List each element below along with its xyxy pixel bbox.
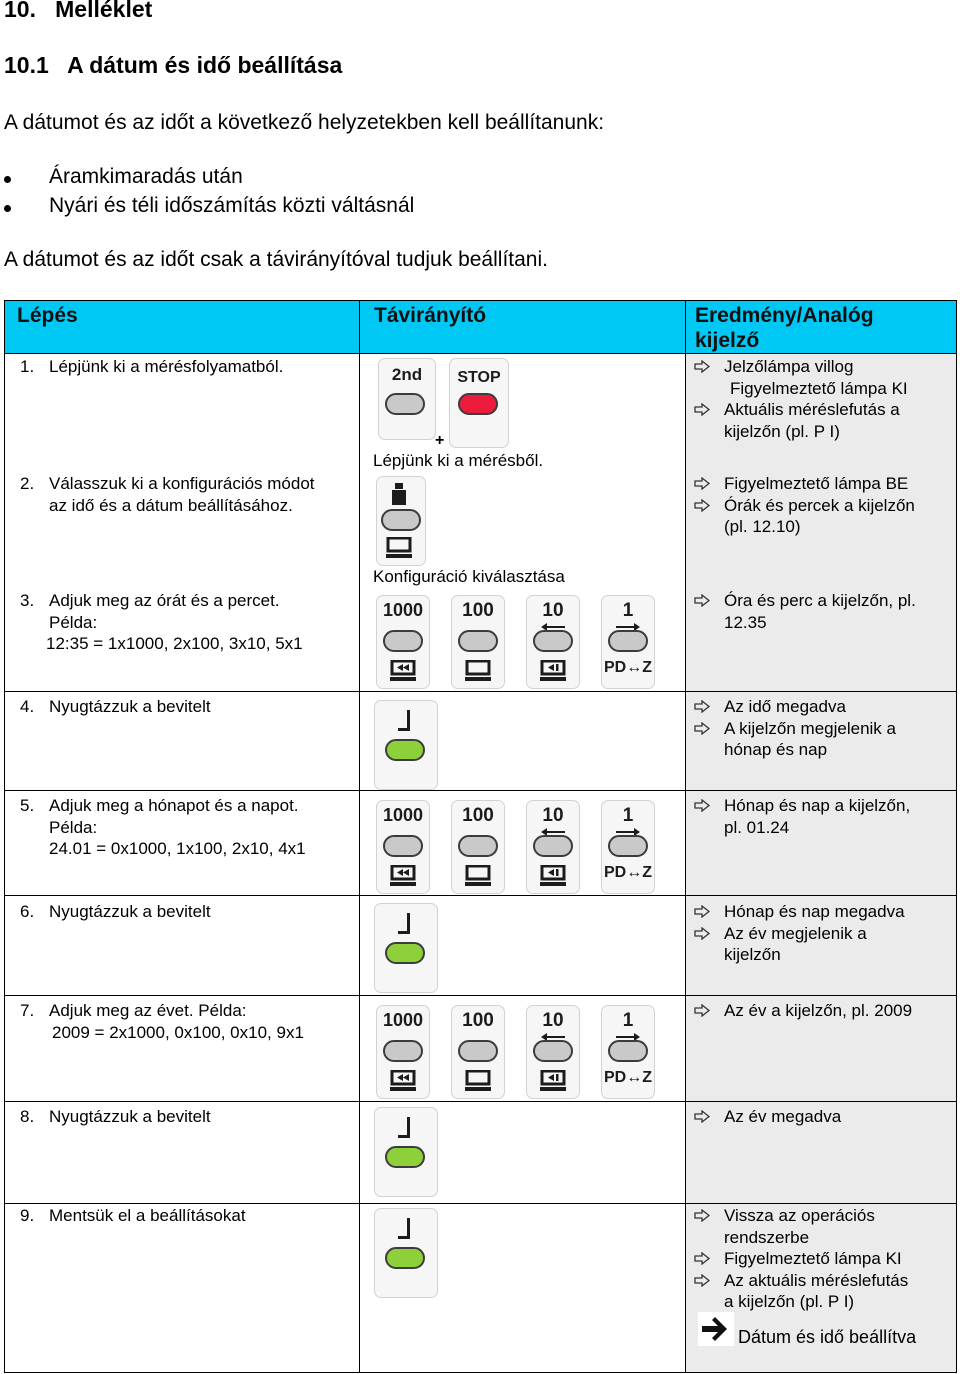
results-row-6: Hónap és nap megadva Az év megjelenik a kijelzőn (694, 901, 905, 966)
key-10[interactable]: 10 (526, 800, 580, 894)
enter-key-icon (395, 709, 415, 735)
plus-sign: + (435, 432, 445, 449)
step-6: 6. Nyugtázzuk a bevitelt (20, 902, 211, 921)
hollow-arrow-icon (694, 360, 710, 373)
intro-text: A dátumot és az időt a következő helyzetekben kell beállítanunk: (4, 111, 605, 134)
results-row-4: Az idő megadva A kijelzőn megjelenik a hónap és nap (694, 696, 896, 761)
hollow-arrow-icon (694, 1004, 710, 1017)
step-back-key-icon (540, 865, 568, 887)
final-result-text: Dátum és idő beállítva (738, 1327, 917, 1347)
rewind-key-icon (390, 660, 418, 682)
key-grey (533, 835, 573, 857)
enter-key-icon (395, 912, 415, 938)
solid-arrow-icon (698, 1312, 734, 1346)
key-100[interactable]: 100 (451, 595, 505, 689)
hollow-arrow-icon (694, 1252, 710, 1265)
key-10[interactable]: 10 (526, 595, 580, 689)
config-key-icon (392, 483, 408, 505)
enter-key[interactable] (374, 903, 438, 993)
rewind-key-icon (390, 1070, 418, 1092)
step-back-key-icon (540, 1070, 568, 1092)
caption-step-2: Konfiguráció kiválasztása (373, 567, 565, 586)
key-grey (533, 630, 573, 652)
header-step: Lépés (17, 304, 78, 327)
hollow-arrow-icon (694, 1110, 710, 1123)
enter-key-icon (395, 1116, 415, 1142)
key-grey (533, 1040, 573, 1062)
step-7: 7. Adjuk meg az évet. Példa: 2009 = 2x1000, 0x100, 0x10, 9x1 (20, 1001, 304, 1042)
second-function-key[interactable]: 2nd (378, 358, 436, 440)
step-4: 4. Nyugtázzuk a bevitelt (20, 697, 211, 716)
key-grey (383, 630, 423, 652)
step-3: 3. Adjuk meg az órát és a percet. Példa: 12:35 = 1x1000, 2x100, 3x10, 5x1 (20, 591, 303, 653)
step-back-key-icon (540, 660, 568, 682)
row-divider (5, 995, 956, 996)
hollow-arrow-icon (694, 905, 710, 918)
screen-icon (465, 660, 493, 682)
row-divider (5, 1203, 956, 1204)
header-remote: Távirányító (374, 304, 487, 327)
key-grey (458, 630, 498, 652)
hollow-arrow-icon (694, 799, 710, 812)
enter-key-icon (395, 1217, 415, 1243)
hollow-arrow-icon (694, 403, 710, 416)
hollow-arrow-icon (694, 1274, 710, 1287)
key-grey (458, 1040, 498, 1062)
hollow-arrow-icon (694, 722, 710, 735)
key-green (385, 739, 425, 761)
row-divider (5, 691, 956, 692)
table-header (5, 301, 956, 354)
hollow-arrow-icon (694, 927, 710, 940)
key-1[interactable]: 1 PD↔Z (601, 1005, 655, 1099)
key-grey (383, 835, 423, 857)
hollow-arrow-icon (694, 499, 710, 512)
bullet-icon (4, 205, 11, 212)
key-10[interactable]: 10 (526, 1005, 580, 1099)
rewind-key-icon (390, 865, 418, 887)
row-divider (5, 895, 956, 896)
key-grey (381, 509, 421, 531)
step-2: 2. Válasszuk ki a konfigurációs módot az idő és a dátum beállításához. (20, 474, 315, 515)
results-row-1: Jelzőlámpa villog Figyelmeztető lámpa KI Aktuális méréslefutás a kijelzőn (pl. P I) (694, 356, 908, 442)
key-1000[interactable]: 1000 (376, 800, 430, 894)
header-result: Eredmény/Analóg kijelző (695, 304, 874, 352)
key-grey (385, 393, 425, 415)
results-row-5: Hónap és nap a kijelzőn, pl. 01.24 (694, 795, 910, 838)
config-key[interactable] (376, 476, 426, 566)
screen-icon (465, 1070, 493, 1092)
row-divider (5, 1101, 956, 1102)
key-1000[interactable]: 1000 (376, 1005, 430, 1099)
step-1: 1. Lépjünk ki a mérésfolyamatból. (20, 357, 284, 376)
results-row-3: Óra és perc a kijelzőn, pl. 12.35 (694, 590, 916, 633)
key-green (385, 942, 425, 964)
results-row-8: Az év megadva (694, 1106, 841, 1128)
step-8: 8. Nyugtázzuk a bevitelt (20, 1107, 211, 1126)
key-grey (608, 835, 648, 857)
key-100[interactable]: 100 (451, 800, 505, 894)
key-green (385, 1146, 425, 1168)
subsection-heading: 10.1 A dátum és idő beállítása (4, 52, 343, 78)
note-text: A dátumot és az időt csak a távirányítóval tudjuk beállítani. (4, 248, 548, 271)
key-grey (458, 835, 498, 857)
key-grey (383, 1040, 423, 1062)
key-100[interactable]: 100 (451, 1005, 505, 1099)
screen-icon (386, 537, 414, 559)
key-1[interactable]: 1 PD↔Z (601, 800, 655, 894)
key-red (458, 393, 498, 415)
step-5: 5. Adjuk meg a hónapot és a napot. Példa: 24.01 = 0x1000, 1x100, 2x10, 4x1 (20, 796, 306, 858)
screen-icon (465, 865, 493, 887)
hollow-arrow-icon (694, 477, 710, 490)
results-row-2: Figyelmeztető lámpa BE Órák és percek a kijelzőn (pl. 12.10) (694, 473, 915, 538)
hollow-arrow-icon (694, 700, 710, 713)
enter-key[interactable] (374, 700, 438, 790)
section-heading: 10. Melléklet (4, 0, 153, 22)
enter-key[interactable] (374, 1107, 438, 1197)
column-divider (359, 301, 360, 1372)
key-grey (608, 630, 648, 652)
key-1000[interactable]: 1000 (376, 595, 430, 689)
row-divider (5, 790, 956, 791)
results-row-9: Vissza az operációs rendszerbe Figyelmeztető lámpa KI Az aktuális méréslefutás a kijelzőn (pl. P I) (694, 1205, 908, 1313)
key-grey (608, 1040, 648, 1062)
hollow-arrow-icon (694, 594, 710, 607)
step-9: 9. Mentsük el a beállításokat (20, 1206, 246, 1225)
caption-step-1: Lépjünk ki a mérésből. (373, 451, 544, 470)
results-row-7: Az év a kijelzőn, pl. 2009 (694, 1000, 912, 1022)
key-1[interactable]: 1 PD↔Z (601, 595, 655, 689)
key-green (385, 1247, 425, 1269)
column-divider (685, 301, 686, 1372)
stop-key[interactable]: STOP (449, 358, 509, 448)
enter-key[interactable] (374, 1208, 438, 1298)
hollow-arrow-icon (694, 1209, 710, 1222)
bullet-icon (4, 176, 11, 183)
